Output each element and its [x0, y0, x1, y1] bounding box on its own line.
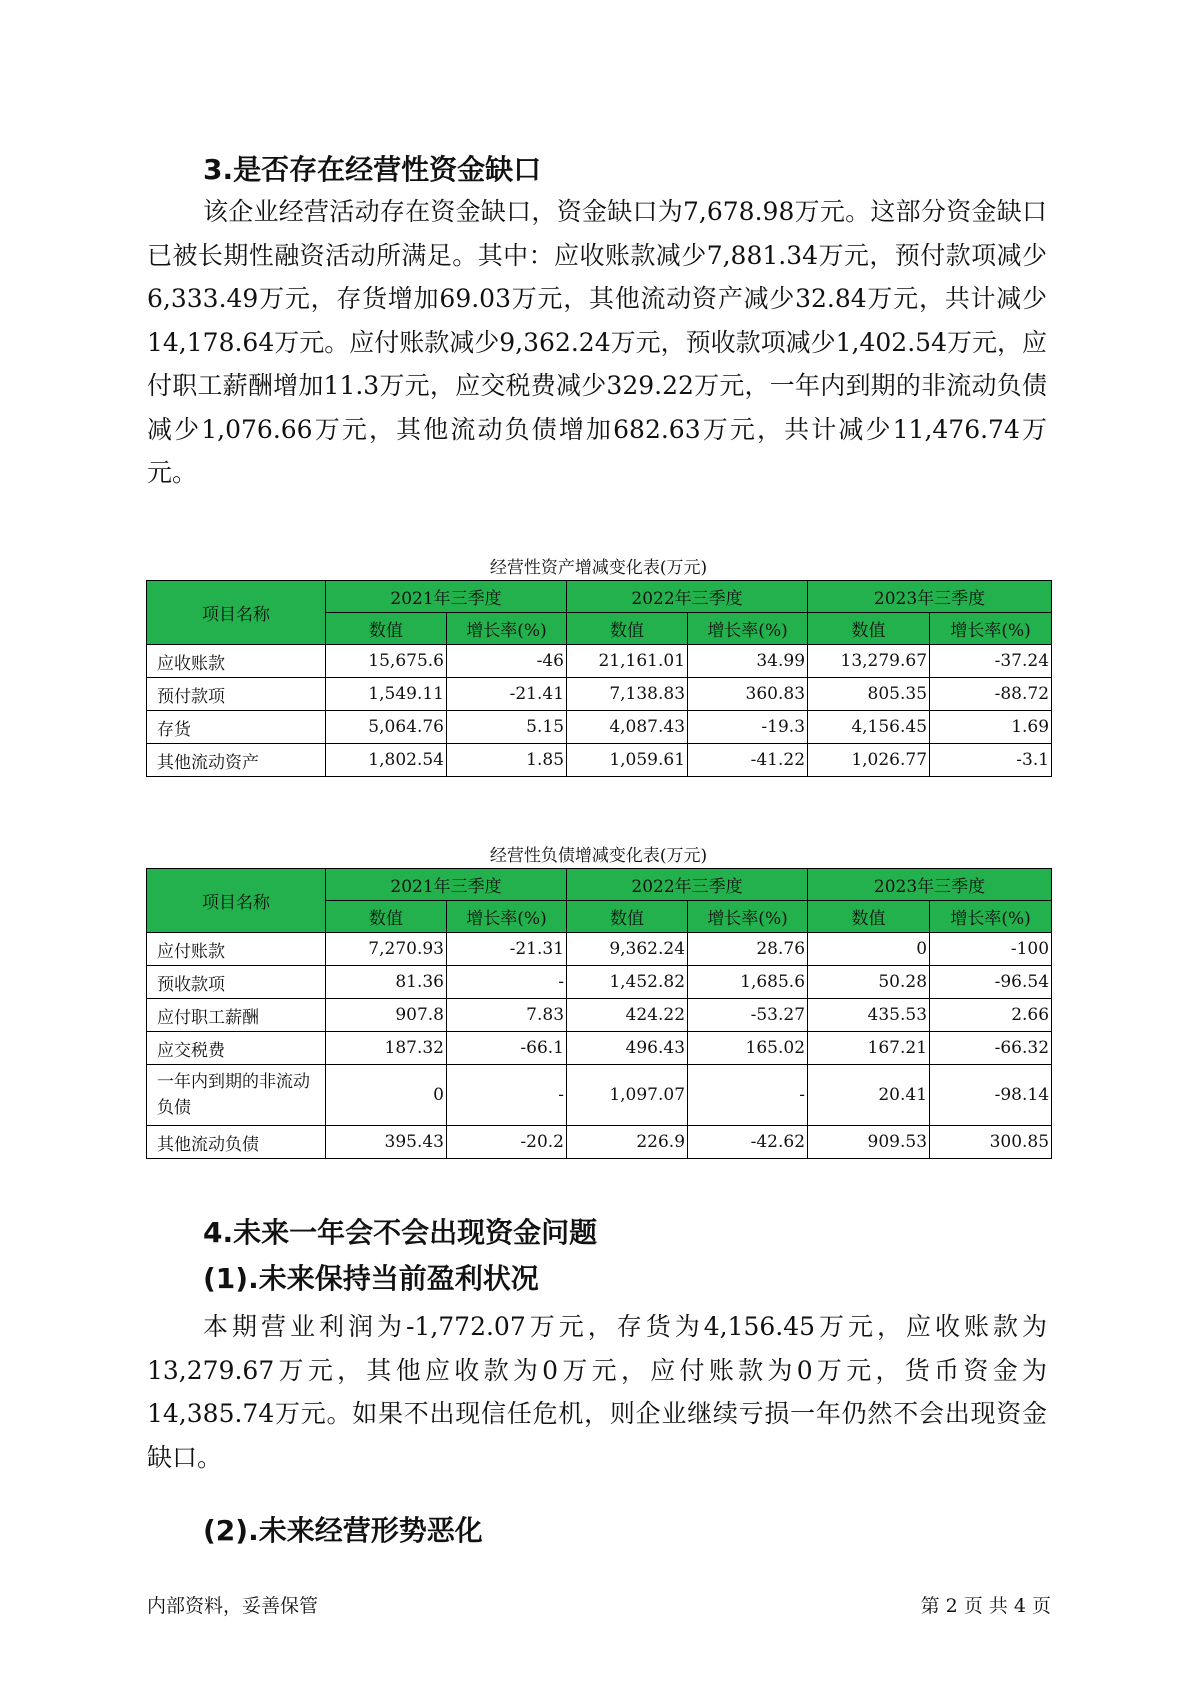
table-row	[147, 645, 1052, 678]
table-1-caption: 经营性资产增减变化表(万元)	[489, 558, 708, 578]
value-header: 数值	[567, 901, 688, 933]
section-4-heading: 4.未来一年会不会出现资金问题	[203, 1216, 598, 1249]
growth-rate-cell: 300.85	[930, 1126, 1052, 1159]
table-row	[147, 999, 1052, 1032]
value-cell: 9,362.24	[567, 933, 688, 966]
table-row	[147, 966, 1052, 999]
row-name-cell: 应付职工薪酬	[147, 999, 326, 1032]
growth-rate-cell: -37.24	[930, 645, 1052, 678]
growth-rate-cell: -	[688, 1065, 808, 1126]
table-row	[147, 1065, 1052, 1126]
value-cell: 496.43	[567, 1032, 688, 1065]
period-header: 2023年三季度	[808, 581, 1052, 613]
subsection-1-paragraph: 本期营业利润为-1,772.07万元，存货为4,156.45万元，应收账款为13,279.67万元，其他应收款为0万元，应付账款为0万元，货币资金为14,385.74万元。如果不出现信任危机，则企业继续亏损一年仍然不会出现资金缺口。	[147, 1312, 1047, 1472]
growth-header: 增长率(%)	[447, 613, 567, 645]
value-cell: 1,059.61	[567, 744, 688, 777]
section-3-heading: 3.是否存在经营性资金缺口	[203, 153, 542, 186]
value-cell: 909.53	[808, 1126, 930, 1159]
value-cell: 4,156.45	[808, 711, 930, 744]
value-cell: 907.8	[326, 999, 447, 1032]
value-cell: 7,138.83	[567, 678, 688, 711]
growth-rate-cell: -42.62	[688, 1126, 808, 1159]
growth-rate-cell: -66.1	[447, 1032, 567, 1065]
value-header: 数值	[326, 901, 447, 933]
value-cell: 0	[326, 1065, 447, 1126]
name-header: 项目名称	[147, 869, 326, 933]
value-cell: 5,064.76	[326, 711, 447, 744]
table-row	[147, 1032, 1052, 1065]
footer-left: 内部资料，妥善保管	[147, 1595, 319, 1617]
value-cell: 1,549.11	[326, 678, 447, 711]
value-header: 数值	[326, 613, 447, 645]
row-name-cell: 预收款项	[147, 966, 326, 999]
row-name-cell: 应交税费	[147, 1032, 326, 1065]
subsection-1-heading: (1).未来保持当前盈利状况	[203, 1262, 539, 1295]
growth-rate-cell: -88.72	[930, 678, 1052, 711]
table-2-caption: 经营性负债增减变化表(万元)	[489, 846, 708, 866]
table-row	[147, 678, 1052, 711]
table-row	[147, 711, 1052, 744]
row-name-cell: 应付账款	[147, 933, 326, 966]
growth-rate-cell: 165.02	[688, 1032, 808, 1065]
growth-rate-cell: -98.14	[930, 1065, 1052, 1126]
value-cell: 4,087.43	[567, 711, 688, 744]
value-cell: 20.41	[808, 1065, 930, 1126]
growth-rate-cell: -96.54	[930, 966, 1052, 999]
value-cell: 1,452.82	[567, 966, 688, 999]
growth-rate-cell: -	[447, 966, 567, 999]
value-cell: 435.53	[808, 999, 930, 1032]
growth-rate-cell: 2.66	[930, 999, 1052, 1032]
row-name-cell: 其他流动资产	[147, 744, 326, 777]
value-cell: 1,802.54	[326, 744, 447, 777]
growth-rate-cell: -53.27	[688, 999, 808, 1032]
growth-rate-cell: 5.15	[447, 711, 567, 744]
value-cell: 226.9	[567, 1126, 688, 1159]
table-header-row	[147, 581, 1052, 613]
footer-page-number: 第 2 页 共 4 页	[920, 1595, 1051, 1617]
value-cell: 15,675.6	[326, 645, 447, 678]
growth-header: 增长率(%)	[930, 613, 1052, 645]
value-cell: 187.32	[326, 1032, 447, 1065]
period-header: 2023年三季度	[808, 869, 1052, 901]
row-name-cell: 预付款项	[147, 678, 326, 711]
growth-header: 增长率(%)	[688, 613, 808, 645]
table-row	[147, 1126, 1052, 1159]
growth-rate-cell: -20.2	[447, 1126, 567, 1159]
growth-header: 增长率(%)	[930, 901, 1052, 933]
subsection-2-heading: (2).未来经营形势恶化	[203, 1514, 483, 1547]
row-name-cell: 一年内到期的非流动负债	[147, 1065, 326, 1126]
growth-rate-cell: -21.41	[447, 678, 567, 711]
period-header: 2022年三季度	[567, 869, 808, 901]
value-cell: 13,279.67	[808, 645, 930, 678]
growth-header: 增长率(%)	[447, 901, 567, 933]
period-header: 2021年三季度	[326, 581, 567, 613]
value-cell: 50.28	[808, 966, 930, 999]
growth-rate-cell: 34.99	[688, 645, 808, 678]
value-header: 数值	[567, 613, 688, 645]
value-cell: 81.36	[326, 966, 447, 999]
liability-change-table	[146, 868, 1052, 1159]
value-header: 数值	[808, 613, 930, 645]
value-cell: 7,270.93	[326, 933, 447, 966]
row-name-cell: 存货	[147, 711, 326, 744]
growth-rate-cell: -19.3	[688, 711, 808, 744]
value-cell: 1,026.77	[808, 744, 930, 777]
period-header: 2022年三季度	[567, 581, 808, 613]
growth-rate-cell: -100	[930, 933, 1052, 966]
growth-header: 增长率(%)	[688, 901, 808, 933]
value-cell: 1,097.07	[567, 1065, 688, 1126]
growth-rate-cell: 1.69	[930, 711, 1052, 744]
row-name-cell: 应收账款	[147, 645, 326, 678]
value-cell: 805.35	[808, 678, 930, 711]
period-header: 2021年三季度	[326, 869, 567, 901]
growth-rate-cell: 1,685.6	[688, 966, 808, 999]
value-header: 数值	[808, 901, 930, 933]
growth-rate-cell: -3.1	[930, 744, 1052, 777]
name-header: 项目名称	[147, 581, 326, 645]
value-cell: 167.21	[808, 1032, 930, 1065]
table-header-row	[147, 869, 1052, 901]
value-cell: 395.43	[326, 1126, 447, 1159]
growth-rate-cell: -46	[447, 645, 567, 678]
growth-rate-cell: 28.76	[688, 933, 808, 966]
growth-rate-cell: -41.22	[688, 744, 808, 777]
value-cell: 21,161.01	[567, 645, 688, 678]
growth-rate-cell: -66.32	[930, 1032, 1052, 1065]
growth-rate-cell: 360.83	[688, 678, 808, 711]
growth-rate-cell: 1.85	[447, 744, 567, 777]
growth-rate-cell: -21.31	[447, 933, 567, 966]
table-row	[147, 933, 1052, 966]
table-row	[147, 744, 1052, 777]
growth-rate-cell: 7.83	[447, 999, 567, 1032]
value-cell: 424.22	[567, 999, 688, 1032]
growth-rate-cell: -	[447, 1065, 567, 1126]
value-cell: 0	[808, 933, 930, 966]
row-name-cell: 其他流动负债	[147, 1126, 326, 1159]
asset-change-table	[146, 580, 1052, 777]
section-3-paragraph: 该企业经营活动存在资金缺口，资金缺口为7,678.98万元。这部分资金缺口已被长期性融资活动所满足。其中：应收账款减少7,881.34万元，预付款项减少6,333.49万元，存货增加69.03万元，其他流动资产减少32.84万元，共计减少14,178.64万元。应付账款减少9,362.24万元，预收款项减少1,402.54万元，应付职工薪酬增加11.3万元，应交税费减少329.22万元，一年内到期的非流动负债减少1,076.66万元，其他流动负债增加682.63万元，共计减少11,476.74万元。	[147, 197, 1047, 487]
